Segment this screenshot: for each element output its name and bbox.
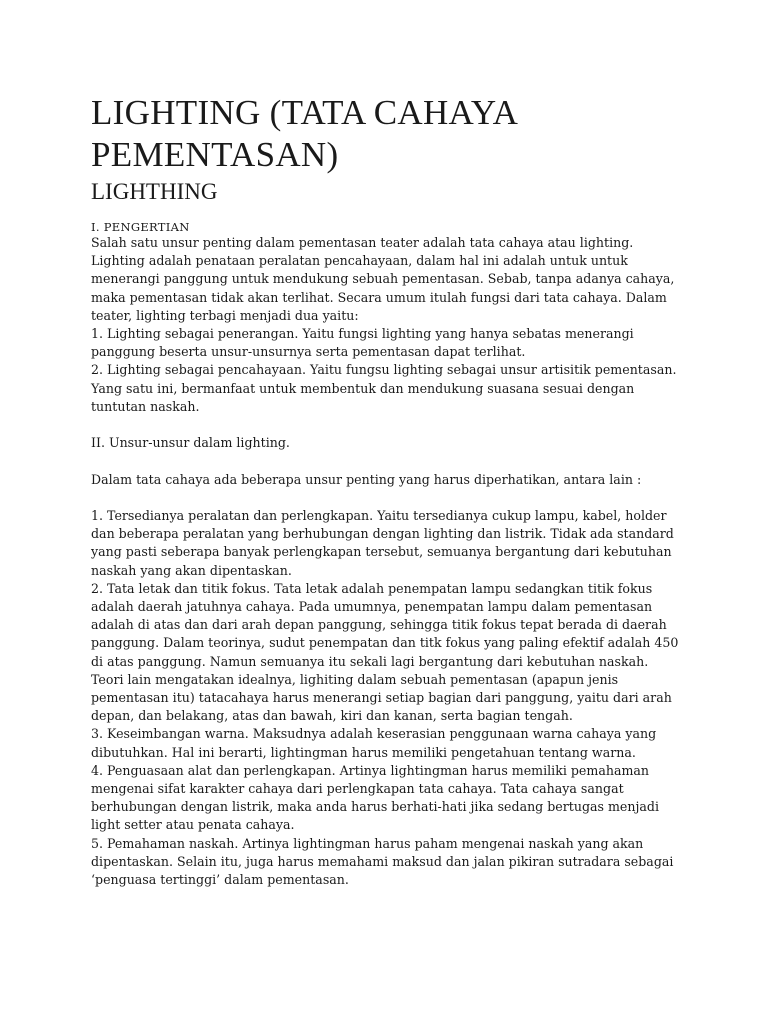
section-unsur-list [91,507,681,889]
section-heading-unsur: II. Unsur-unsur dalam lighting. [91,435,290,451]
section-heading-pengertian: I. PENGERTIAN [91,220,190,234]
list-item: 2. Tata letak dan titik fokus. Tata letak adalah penempatan lampu sedangkan titik fokus adalah daerah jatuhnya cahaya. Pada umumnya, penempatan lampu dalam pementasan adalah di atas dan dari arah depan panggung, sehingga titik fokus tepat berada di daerah panggung. Dalam teorinya, sudut penempatan dan titk fokus yang paling efektif adalah 450 di atas panggung. Namun semuanya itu sekali lagi bergantung dari kebutuhan naskah. [91,580,679,669]
title-line-2: PEMENTASAN) [91,135,339,174]
list-item: 1. Lighting sebagai penerangan. Yaitu fungsi lighting yang hanya sebatas menerangi panggung beserta unsur-unsurnya serta pementasan dapat terlihat. [91,326,634,360]
section-pengertian-body [91,234,681,416]
document-subtitle: LIGHTHING [91,179,218,204]
document-page [91,92,681,889]
list-item: 3. Keseimbangan warna. Maksudnya adalah keserasian penggunaan warna cahaya yang dibutuhkan. Hal ini berarti, lightingman harus memiliki pengetahuan tentang warna. [91,726,657,760]
document-title [91,92,681,176]
paragraph: Teori lain mengatakan idealnya, lighiting dalam sebuah pementasan (apapun jenis pementasan itu) tatacahaya harus menerangi setiap bagian dari panggung, yaitu dari arah depan, dan belakang, atas dan bawah, kiri dan kanan, serta bagian tengah. [91,671,672,724]
list-item: 5. Pemahaman naskah. Artinya lightingman harus paham mengenai naskah yang akan dipentaskan. Selain itu, juga harus memahami maksud dan jalan pikiran sutradara sebagai ‘penguasa tertinggi’ dalam pementasan. [91,835,674,888]
list-item: 4. Penguasaan alat dan perlengkapan. Artinya lightingman harus memiliki pemahaman mengenai sifat karakter cahaya dari perlengkapan tata cahaya. Tata cahaya sangat berhubungan dengan listrik, maka anda harus berhati-hati jika sedang bertugas menjadi light setter atau penata cahaya. [91,762,659,833]
list-item: 1. Tersedianya peralatan dan perlengkapan. Yaitu tersedianya cukup lampu, kabel, holder dan beberapa peralatan yang berhubungan dengan lighting dan listrik. Tidak ada standard yang pasti seberapa banyak perlengkapan tersebut, semuanya bergantung dari kebutuhan naskah yang akan dipentaskan. [91,508,674,578]
section-unsur-intro: Dalam tata cahaya ada beberapa unsur penting yang harus diperhatikan, antara lain : [91,471,642,487]
list-item: 2. Lighting sebagai pencahayaan. Yaitu fungsu lighting sebagai unsur artisitik pementasan. Yang satu ini, bermanfaat untuk membentuk dan mendukung suasana sesuai dengan tuntutan naskah. [91,362,677,414]
paragraph: Salah satu unsur penting dalam pementasan teater adalah tata cahaya atau lighting. Lighting adalah penataan peralatan pencahayaan, dalam hal ini adalah untuk untuk menerangi panggung untuk mendukung sebuah pementasan. Sebab, tanpa adanya cahaya, maka pementasan tidak akan terlihat. Secara umum itulah fungsi dari tata cahaya. Dalam teater, lighting terbagi menjadi dua yaitu: [91,235,675,323]
title-line-1: LIGHTING (TATA CAHAYA [91,93,519,132]
